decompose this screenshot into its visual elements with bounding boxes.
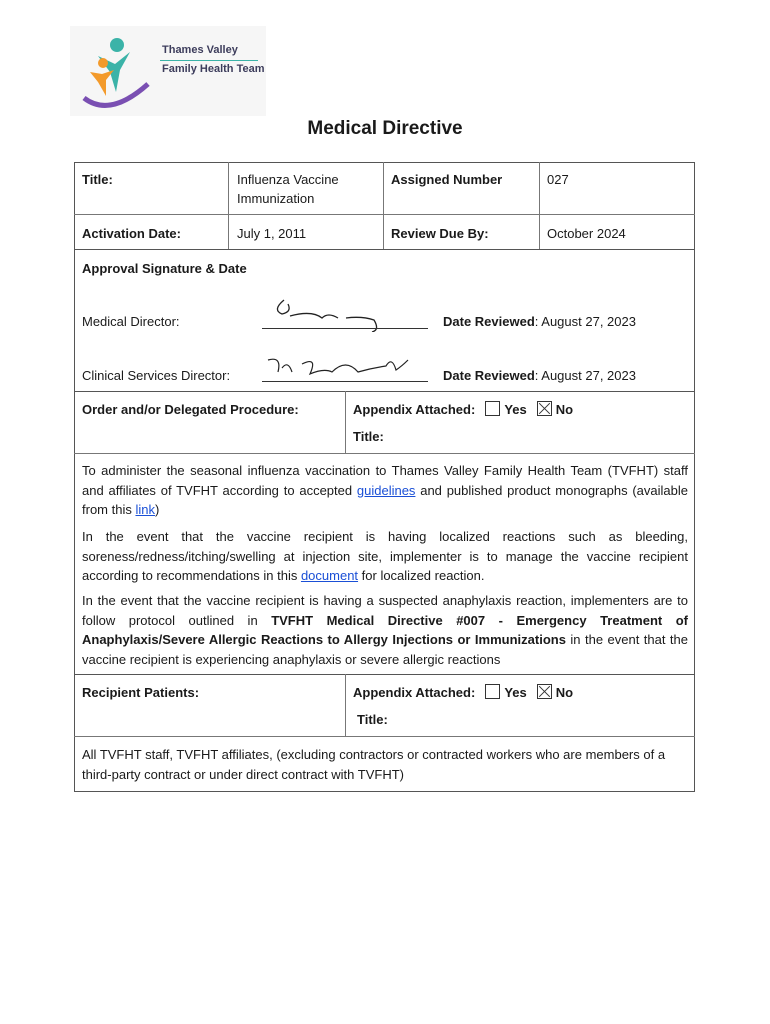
recipient-col-divider [345,674,346,736]
recipient-no-checkbox[interactable] [537,684,552,699]
procedure-no-checkbox[interactable] [537,401,552,416]
family-figures-icon [70,26,160,116]
org-name-line2: Family Health Team [162,63,265,75]
procedure-paragraph-3: In the event that the vaccine recipient is having a suspected anaphylaxis reaction, implementers are to follow protocol outlined in TVFHT Medical Directive #007 - Emergency Treatment of Anaphylaxis/Severe Allergic Reactions to Allergy Injections or Immunizations in the event that the vaccine recipient is experiencing anaphylaxis or severe allergic reactions [82,593,688,667]
medical-director-signature-line [262,328,428,329]
header-col-divider-3 [539,162,540,250]
clinical-director-signature-line [262,381,428,382]
recipient-appendix-row: Appendix Attached: Yes No [353,685,574,700]
medical-director-date-reviewed: Date Reviewed: August 27, 2023 [443,314,636,329]
activation-date-label: Activation Date: [82,226,181,241]
monograph-link[interactable]: link [135,502,155,517]
activation-date-value: July 1, 2011 [237,226,307,241]
logo [70,26,266,116]
medical-director-signature [262,292,432,332]
clinical-director-label: Clinical Services Director: [82,368,231,383]
procedure-col-divider [345,391,346,453]
procedure-divider [74,453,695,454]
procedure-paragraph-2: In the event that the vaccine recipient is having localized reactions such as bleeding, soreness/redness/itching/swelling at injection site, implementer is to manage the vaccine recipient according to recommendations in this document for localized reaction. [82,529,688,583]
procedure-appendix-title-label: Title: [353,429,384,444]
procedure-yes-checkbox[interactable] [485,401,500,416]
assigned-number-value: 027 [547,172,569,187]
title-label: Title: [82,172,113,187]
review-due-label: Review Due By: [391,226,489,241]
assigned-number-label: Assigned Number [391,172,503,187]
guidelines-link[interactable]: guidelines [356,482,416,498]
header-col-divider-2 [383,162,384,250]
header-col-divider-1 [228,162,229,250]
clinical-director-signature [262,346,432,386]
procedure-appendix-row: Appendix Attached: Yes No [353,402,574,417]
approval-heading: Approval Signature & Date [82,261,247,276]
procedure-paragraph-1: To administer the seasonal influenza vaccination to Thames Valley Family Health Team (TVFHT) staff and affiliates of TVFHT according to accepted guidelines and published product monographs (available from this link) [82,463,688,517]
title-value: Influenza Vaccine Immunization [237,172,339,206]
procedure-label: Order and/or Delegated Procedure: [82,402,299,417]
document-link[interactable]: document [300,568,359,583]
recipient-yes-checkbox[interactable] [485,684,500,699]
header-row-divider [74,214,695,215]
recipient-appendix-title-label: Title: [357,712,388,727]
review-due-value: October 2024 [547,226,626,241]
org-name-line1: Thames Valley [162,44,238,56]
recipient-divider [74,736,695,737]
recipient-label: Recipient Patients: [82,685,200,700]
clinical-director-date-reviewed: Date Reviewed: August 27, 2023 [443,368,636,383]
logo-divider [160,60,258,61]
medical-director-label: Medical Director: [82,314,180,329]
page-title: Medical Directive [307,118,463,139]
recipient-description: All TVFHT staff, TVFHT affiliates, (excluding contractors or contracted workers who are members of a third-party contract or under direct contract with TVFHT) [82,747,666,782]
